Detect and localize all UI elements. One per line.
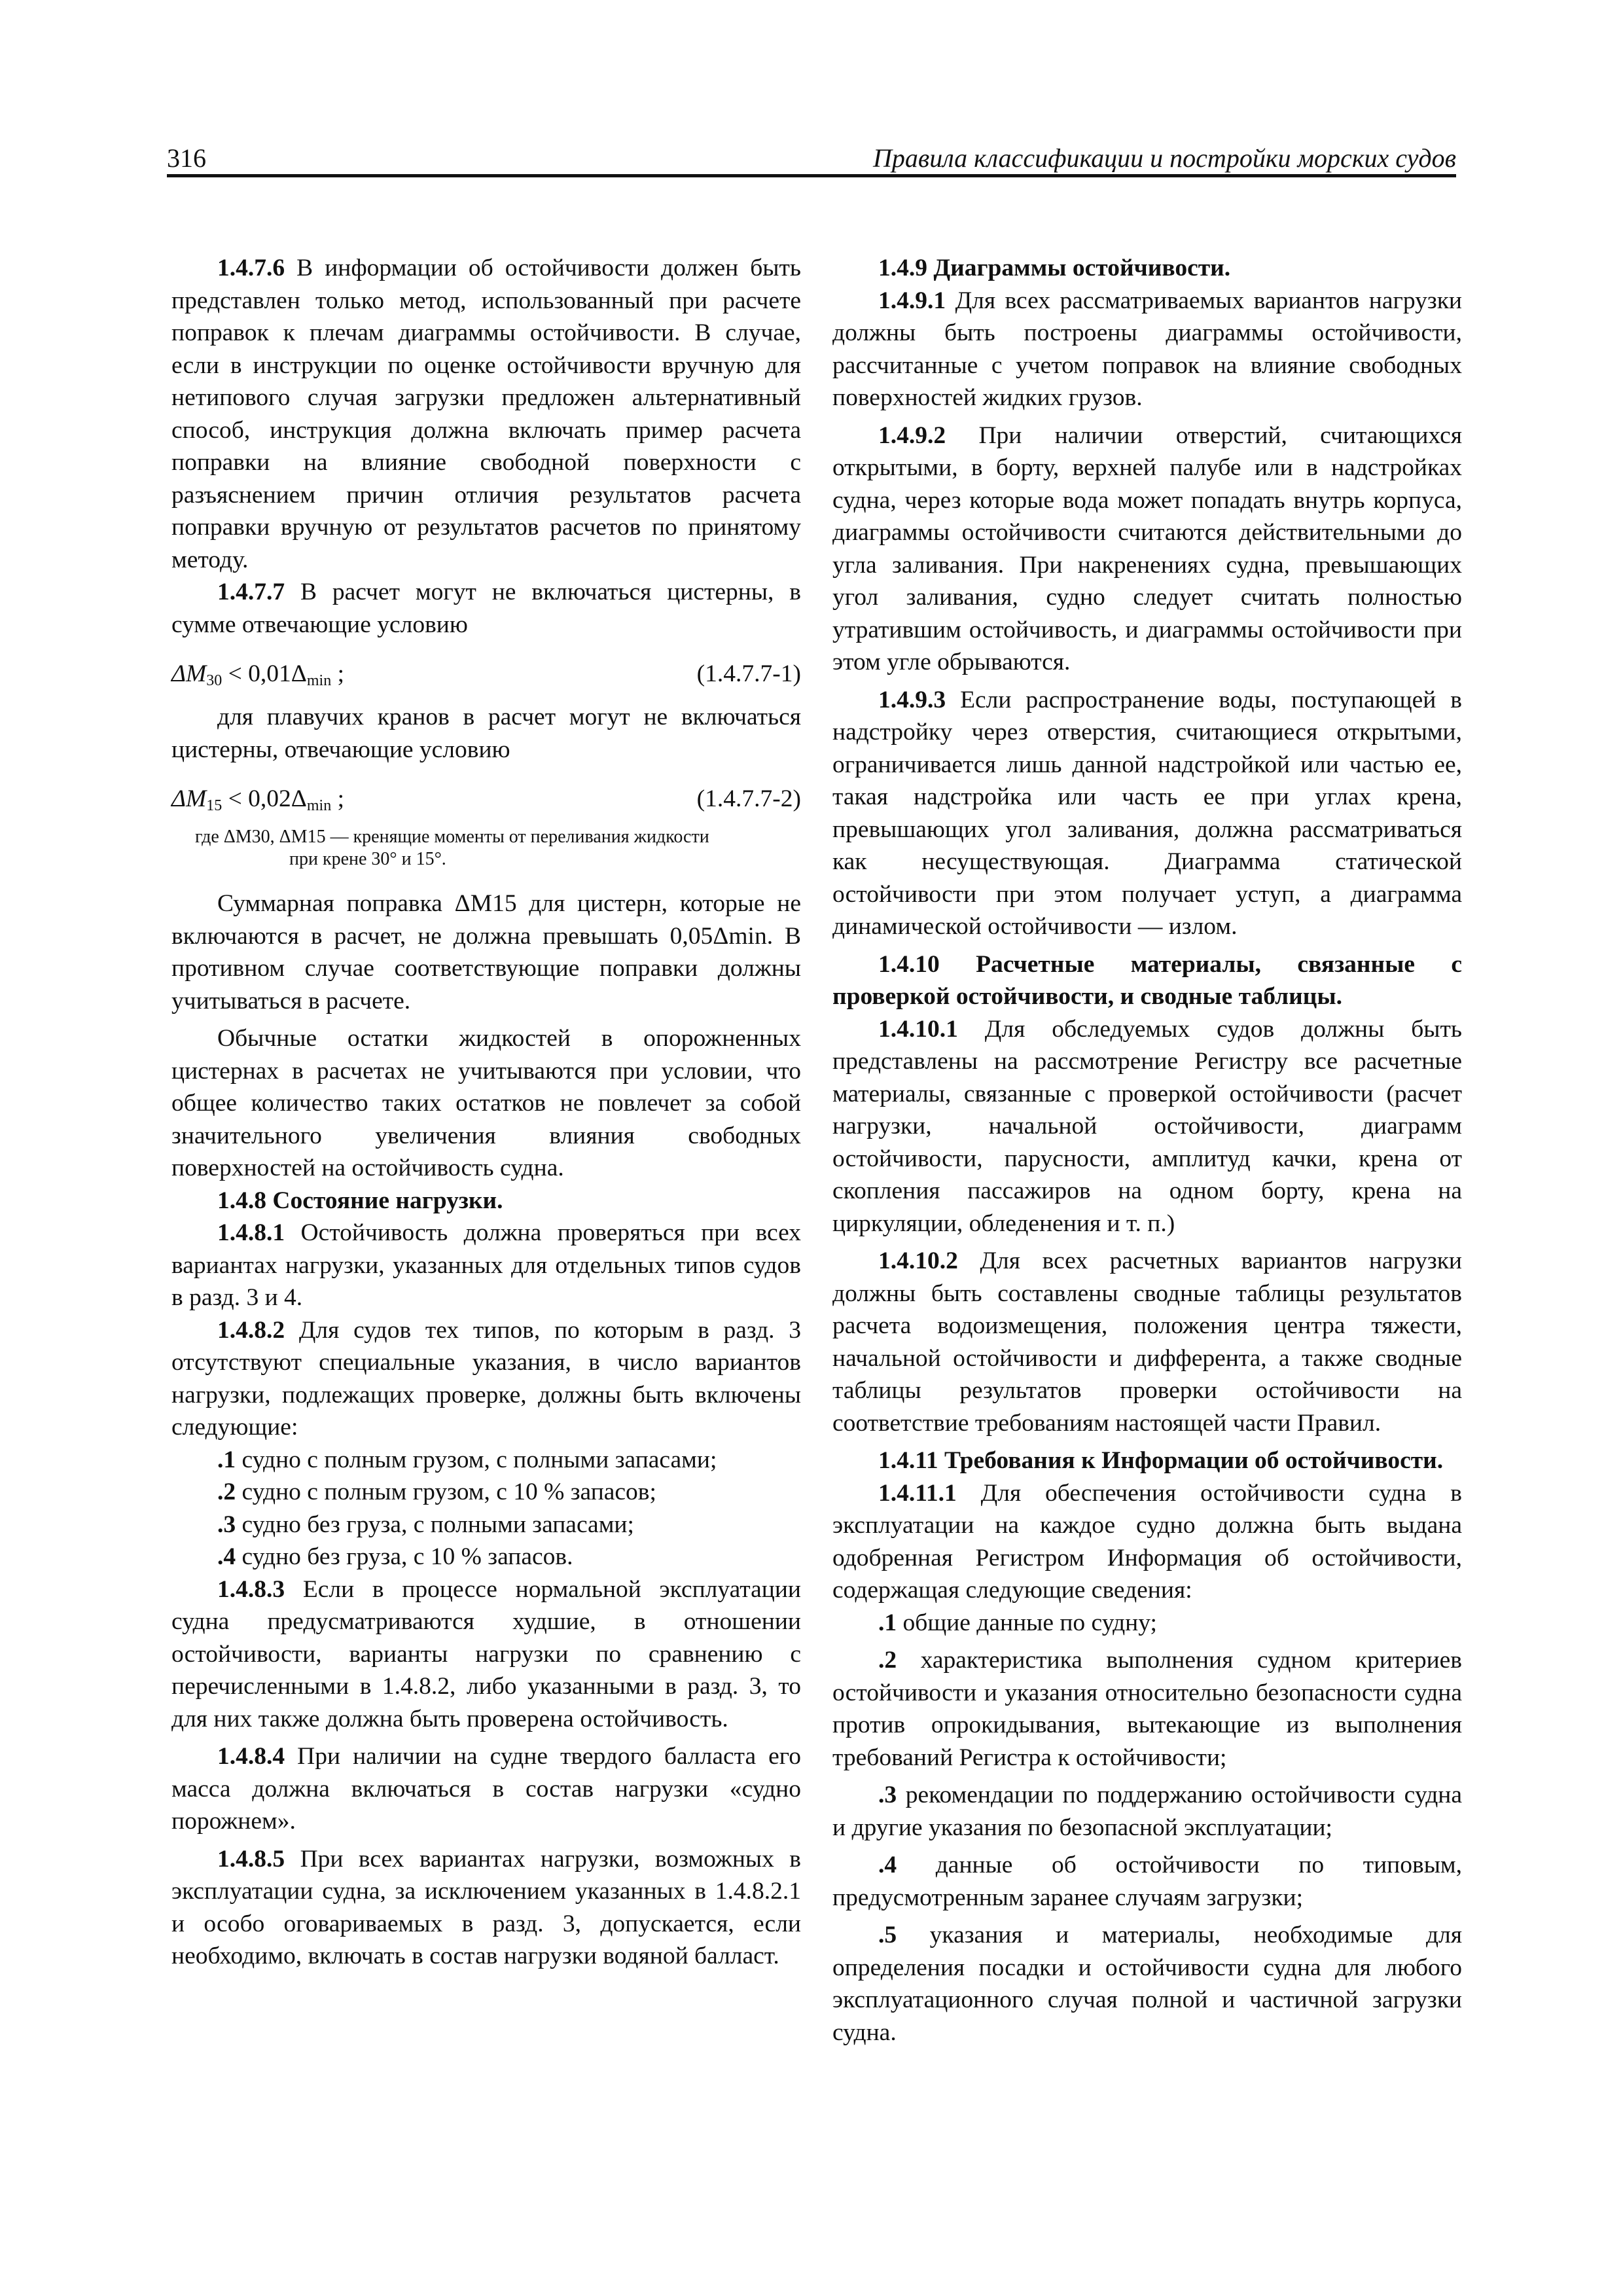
- section-heading-1-4-9: 1.4.9 Диаграммы остойчивости.: [878, 255, 1231, 281]
- paragraph-1-4-8-5: 1.4.8.5 При всех вариантах нагрузки, возможных в эксплуатации судна, за исключением указанных в 1.4.8.2.1 и особо оговариваемых в разд. 3, допускается, если необходимо, включать в состав нагрузки водяной балласт.: [171, 1845, 801, 1969]
- formula-1-4-7-7-2: [171, 778, 801, 819]
- list-item: .5 указания и материалы, необходимые для определения посадки и остойчивости судна для любого эксплуатационного случая полной и частичной загрузки судна.: [832, 1922, 1462, 2046]
- header-rule: [167, 174, 1456, 177]
- formula-1-4-7-7-1: [171, 653, 801, 694]
- paragraph-1-4-9-1: 1.4.9.1 Для всех рассматриваемых вариантов нагрузки должны быть построены диаграммы остойчивости, рассчитанные с учетом поправок на влияние свободных поверхностей жидких грузов.: [832, 287, 1462, 411]
- paragraph-floating-cranes: для плавучих кранов в расчет могут не включаться цистерны, отвечающие условию: [171, 704, 801, 763]
- list-item: .2 судно с полным грузом, с 10 % запасов;: [217, 1479, 656, 1505]
- list-item: .3 рекомендации по поддержанию остойчивости судна и другие указания по безопасной эксплуатации;: [832, 1782, 1462, 1841]
- section-heading-1-4-11: 1.4.11 Требования к Информации об остойчивости.: [878, 1447, 1444, 1474]
- formula-number: (1.4.7.7-1): [696, 660, 801, 687]
- paragraph-1-4-8-3: 1.4.8.3 Если в процессе нормальной эксплуатации судна предусматриваются худшие, в отношении остойчивости, варианты нагрузки по сравнению с перечисленными в 1.4.8.2, либо указанными в разд. 3, то для них также должна быть проверена остойчивость.: [171, 1575, 801, 1732]
- paragraph-text: В информации об остойчивости должен быть представлен только метод, использованный при расчете поправок к плечам диаграммы остойчивости. В случае, если в инструкции по оценке остойчивости вручную для нетипового случая загрузки предложен альтернативный способ, инструкция должна включать пример расчета поправки на влияние свободной поверхности с разъяснением причин отличия результатов расчета поправки вручную от результатов расчетов по принятому методу.: [171, 255, 801, 573]
- page-number: 316: [167, 143, 206, 173]
- right-column: [832, 252, 1462, 2049]
- note-line-2: при крене 30° и 15°.: [289, 849, 446, 869]
- clause-number: 1.4.7.6: [217, 255, 285, 281]
- paragraph-text: В расчет могут не включаться цистерны, в сумме отвечающие условию: [171, 579, 801, 638]
- paragraph-1-4-7-6: [171, 252, 801, 576]
- paragraph-1-4-8-1: 1.4.8.1 Остойчивость должна проверяться при всех вариантах нагрузки, указанных для отдельных типов судов в разд. 3 и 4.: [171, 1219, 801, 1311]
- paragraph-residual-liquids: Обычные остатки жидкостей в опорожненных цистернах в расчетах не учитываются при условии, что общее количество таких остатков не повлечет за собой значительного увеличения влияния свободных поверхностей на остойчивость судна.: [171, 1025, 801, 1181]
- left-column: [171, 252, 801, 1973]
- section-heading-1-4-10: 1.4.10 Расчетные материалы, связанные с проверкой остойчивости, и сводные таблицы.: [832, 950, 1462, 1010]
- page-header: [167, 137, 1456, 177]
- list-item: .1 судно с полным грузом, с полными запасами;: [217, 1446, 717, 1473]
- paragraph-1-4-8-2: 1.4.8.2 Для судов тех типов, по которым в разд. 3 отсутствуют специальные указания, в число вариантов нагрузки, подлежащих проверке, должны быть включены следующие:: [171, 1316, 801, 1441]
- section-heading-1-4-8: 1.4.8 Состояние нагрузки.: [217, 1187, 503, 1214]
- list-item: .4 судно без груза, с 10 % запасов.: [217, 1543, 573, 1570]
- list-item: .1 общие данные по судну;: [878, 1609, 1157, 1636]
- list-item: .2 характеристика выполнения судном критериев остойчивости и указания относительно безопасности судна против опрокидывания, вытекающие из выполнения требований Регистра к остойчивости;: [832, 1647, 1462, 1771]
- paragraph-1-4-8-4: 1.4.8.4 При наличии на судне твердого балласта его масса должна включаться в состав нагрузки «судно порожнем».: [171, 1743, 801, 1835]
- list-item: .3 судно без груза, с полными запасами;: [217, 1511, 634, 1538]
- formula-expression: $\Delta M_{15} < 0,02\Delta_{min}$ ;: [171, 785, 345, 814]
- paragraph-1-4-11-1: 1.4.11.1 Для обеспечения остойчивости судна в эксплуатации на каждое судно должна быть выдана одобренная Регистром Информация об остойчивости, содержащая следующие сведения:: [832, 1479, 1462, 1604]
- formula-expression: $\Delta M_{30} < 0,01\Delta_{min}$ ;: [171, 660, 345, 689]
- paragraph-1-4-7-7: [171, 576, 801, 641]
- paragraph-1-4-10-2: 1.4.10.2 Для всех расчетных вариантов нагрузки должны быть составлены сводные таблицы результатов расчета водоизмещения, положения центра тяжести, начальной остойчивости и дифферента, а также сводные таблицы результатов проверки остойчивости на соответствие требованиям настоящей части Правил.: [832, 1247, 1462, 1437]
- clause-number: 1.4.7.7: [217, 579, 285, 605]
- running-title: Правила классификации и постройки морских судов: [872, 143, 1456, 173]
- paragraph-total-correction: Суммарная поправка ΔM15 для цистерн, которые не включаются в расчет, не должна превышать 0,05Δmin. В противном случае соответствующие поправки должны учитываться в расчете.: [171, 890, 801, 1014]
- formula-note: [171, 826, 801, 870]
- paragraph-1-4-9-3: 1.4.9.3 Если распространение воды, поступающей в надстройку через отверстия, считающиеся открытыми, ограничивается лишь данной надстройкой или частью ее, такая надстройка или часть ее при углах крена, превышающих угол заливания, должна рассматриваться как несуществующая. Диаграмма статической остойчивости при этом получает уступ, а диаграмма динамической остойчивости — излом.: [832, 686, 1462, 940]
- formula-number: (1.4.7.7-2): [696, 785, 801, 812]
- note-line-1: где ΔM30, ΔM15 — кренящие моменты от переливания жидкости: [195, 827, 709, 847]
- list-item: .4 данные об остойчивости по типовым, предусмотренным заранее случаям загрузки;: [832, 1852, 1462, 1911]
- paragraph-1-4-9-2: 1.4.9.2 При наличии отверстий, считающихся открытыми, в борту, верхней палубе или в надстройках судна, через которые вода может попадать внутрь корпуса, диаграммы остойчивости считаются действительными до угла заливания. При накренениях судна, превышающих угол заливания, судно следует считать полностью утратившим остойчивость, и диаграммы остойчивости при этом угле обрываются.: [832, 422, 1462, 675]
- paragraph-1-4-10-1: 1.4.10.1 Для обследуемых судов должны быть представлены на рассмотрение Регистру все расчетные материалы, связанные с проверкой остойчивости (расчет нагрузки, начальной остойчивости, диаграмм остойчивости, парусности, амплитуд качки, крена от скопления пассажиров на одном борту, крена на циркуляции, обледенения и т. п.): [832, 1015, 1462, 1237]
